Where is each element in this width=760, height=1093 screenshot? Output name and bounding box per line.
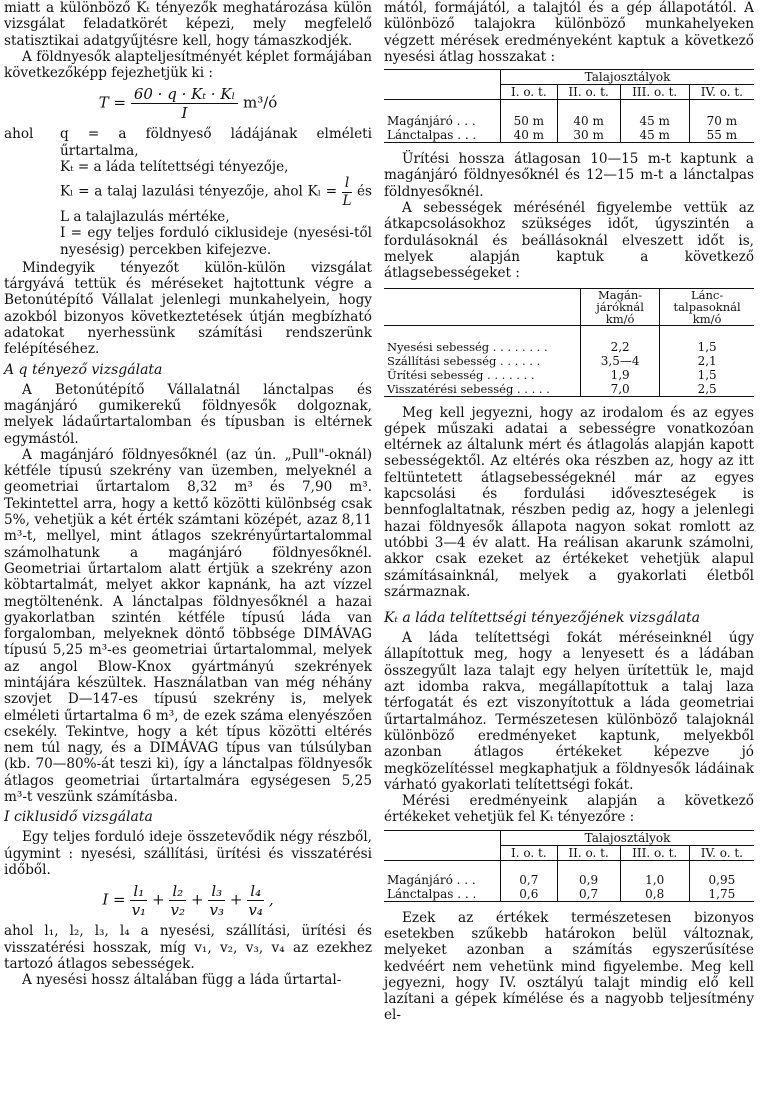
table-row: Lánctalpas . . . 0,6 0,7 0,8 1,75 <box>384 887 754 902</box>
table-row: Lánctalpas . . . 40 m 30 m 45 m 55 m <box>384 128 754 143</box>
left-column <box>4 0 372 988</box>
def-kt: Kₜ = a láda telítettségi tényezője, <box>60 159 289 176</box>
fraction-numerator: l <box>342 175 352 192</box>
table-row: Szállítási sebesség . . . . . . 3,5—4 2,1 <box>384 354 754 368</box>
table-col-header: IV. o. t. <box>689 845 754 860</box>
formula-unit: m³/ó <box>242 93 278 112</box>
fraction: $\frac{\text{l₄}}{\text{v₄}}$ <box>248 882 263 920</box>
table-col-header: Lánc-talpasoknál km/ó <box>660 288 754 325</box>
paragraph: mától, formájától, a talajtól és a gép állapotától. A különböző talajokra különböző munkahelyeken végzett mérések eredményeként kaptuk a következő nyesési átlag hosszakat : <box>384 0 754 65</box>
table-col-header: I. o. t. <box>501 85 558 100</box>
def-i: I = egy teljes forduló ciklusideje (nyesési-től nyesésig) percekben kifejezve. <box>60 225 372 258</box>
table-nyesesi-hossz <box>384 69 754 143</box>
def-label: ahol <box>4 126 34 143</box>
fraction-numerator: 60 · q · Kₜ · Kₗ <box>131 85 238 104</box>
formula-lhs: I = <box>102 890 126 909</box>
paragraph: Mérési eredményeink alapján a következő értékeket vehetjük fel Kₜ tényezőre : <box>384 793 754 826</box>
fraction <box>342 175 352 209</box>
table-atlagsebesseg <box>384 288 754 397</box>
table-col-header: III. o. t. <box>620 845 689 860</box>
table-col-header: Magán-járóknál km/ó <box>581 288 660 325</box>
table-kt <box>384 830 754 902</box>
paragraph: A sebességek mérésénél figyelembe vettük az átkapcsolásokhoz szükséges időt, úgyszintén a fordulásoknál és beállásoknál elveszett időt is, melyek alapján kaptuk a következő átlagsebességeket : <box>384 200 754 282</box>
plus-sign: + <box>229 890 243 909</box>
paragraph: miatt a különböző Kₜ tényezők meghatározása külön vizsgálat feladatkörét képezi, mely megfelelő statisztikai adatgyűjtésre kell, hogy támaszkodjék. <box>4 0 372 49</box>
table-group-header: Talajosztályok <box>501 70 755 85</box>
fraction: $\frac{\text{l₁}}{\text{v₁}}$ <box>131 882 147 920</box>
paragraph: Ezek az értékek természetesen bizonyos esetekben szűkebb határokon belül változnak, melyeket azonban a számítás egyszerűsítése kedvéért nem vehetünk mind figyelembe. Meg kell jegyezni, hogy IV. osztályú talajt mindig elő kell lazítani a gépek kímélése és a nagyobb teljesítmény el- <box>384 909 754 1024</box>
paragraph: ahol l₁, l₂, l₃, l₄ a nyesési, szállítási, ürítési és visszatérési hosszak, míg v₁, v₂, v₃, v₄ az ezekhez tartozó átlagos sebességek. <box>4 923 372 972</box>
paragraph: A láda telítettségi fokát méréseinknél úgy állapítottuk meg, hogy a lenyesett és a ládában összegyűlt laza talajt egy helyen ürítettük le, majd azt idomba rakva, megállapítottuk a talaj laza térfogatát és ezt viszonyítottuk a láda geometriai űrtartalmához. Természetesen különböző talajoknál különböző eredményeket kaptunk, melyekből azonban átlagos értékeket képezve jó megközelítéssel megkaphatjuk a földnyesők ládáinak várható gyakorlati telítettségi fokát. <box>384 630 754 793</box>
fraction <box>131 85 238 122</box>
section-heading: A q tényező vizsgálata <box>4 361 163 378</box>
formula-i <box>4 882 372 919</box>
table-row: Magánjáró . . . 50 m 40 m 45 m 70 m <box>384 114 754 128</box>
def-q: q = a földnyeső ládájának elméleti űrtartalma, <box>60 126 372 159</box>
paragraph: A Betonútépítő Vállalatnál lánctalpas és magánjáró gumikerekű földnyesők dolgoznak, melyek ládaűrtartalomban és típusban is eltérnek egymástól. <box>4 381 372 447</box>
table-col-header: II. o. t. <box>557 85 620 100</box>
table-row: Nyesési sebesség . . . . . . . . 2,2 1,5 <box>384 340 754 354</box>
table-row: Magánjáró . . . 0,7 0,9 1,0 0,95 <box>384 873 754 887</box>
paragraph: A magánjáró földnyesőknél (az ún. „Pull"-oknál) kétféle típusú szekrény van üzemben, melyeknél a geometriai űrtartalom 8,32 m³ és 7,90 m³. Tekintettel arra, hogy a kettő közötti különbség csak 5%, vehetjük a két érték számtani középét, azaz 8,11 m³-t, mellyel, mint átlagos szekrényűrtartalommal számolhatunk a magánjáró földnyesőknél. Geometriai űrtartalom alatt értjük a szekrény azon köbtartalmát, melyet akkor kapnánk, ha azt vízzel megtöltenénk. A lánctalpas földnyesőknél a hazai gyakorlatban szintén kétféle típusú láda van forgalomban, melyeknek döntő többsége DIMÁVAG típusú 5,25 m³-es geometriai űrtartalommal, melyek az angol Blow-Knox gyártmányú szekrények mintájára készültek. Használatban van még néhány szovjet D—147-es típusú szekrény is, melyek elméleti űrtartalma 6 m³, de ezek száma elenyészően csekély. Tekintve, hogy a két típus közötti eltérés nem túl nagy, és a DIMÁVAG típus van túlsúlyban (kb. 70—80%-át teszi ki), így a lánctalpas földnyesők átlagos geometriai űrtartalmára egységesen 5,25 m³-t veszünk számításba. <box>4 446 372 806</box>
definition-list <box>4 126 372 257</box>
formula-t <box>4 85 372 122</box>
fraction: $\frac{\text{l₃}}{\text{v₃}}$ <box>209 882 224 920</box>
section-heading: I ciklusidő vizsgálata <box>4 809 153 826</box>
table-col-header: I. o. t. <box>501 845 558 860</box>
paragraph: Ürítési hossza átlagosan 10—15 m-t kaptunk a magánjáró földnyesőknél és 12—15 m-t a lánctalpas földnyesőknél. <box>384 151 754 200</box>
paragraph: A nyesési hossz általában függ a láda űrtartal- <box>22 972 342 989</box>
section-heading: Kₜ a láda telítettségi tényezőjének vizsgálata <box>384 610 700 627</box>
paragraph: Egy teljes forduló ideje összetevődik négy részből, úgymint : nyesési, szállítási, ürítési és visszatérési időből. <box>4 829 372 878</box>
right-column <box>384 0 754 1024</box>
table-col-header: IV. o. t. <box>689 85 754 100</box>
fraction-denominator: I <box>181 104 188 123</box>
table-group-header: Talajosztályok <box>501 830 755 845</box>
def-kl-text-2: és L a talajlazulás mértéke, <box>60 183 372 225</box>
table-row: Visszatérési sebesség . . . . . 7,0 2,5 <box>384 382 754 397</box>
paragraph: A földnyesők alapteljesítményét képlet formájában következőképp fejezhetjük ki : <box>4 48 372 82</box>
table-row: Ürítési sebesség . . . . . . . 1,9 1,5 <box>384 368 754 382</box>
paragraph: Mindegyik tényezőt külön-külön vizsgálat tárgyává tettük és méréseket hajtottunk végre a Betonútépítő Vállalat jelenlegi munkahelyein, hogy azokból bizonyos következtetések útján megbízható adatokat nyerhessünk számítási rendszerünk felépítéséhez. <box>4 259 372 358</box>
table-col-header: II. o. t. <box>557 845 620 860</box>
plus-sign: + <box>152 890 165 909</box>
table-col-header: III. o. t. <box>620 85 689 100</box>
formula-end: , <box>268 890 274 909</box>
paragraph: Meg kell jegyezni, hogy az irodalom és az egyes gépek műszaki adatai a sebességre vonatkozóan eltérnek az általunk mért és átlagolás alapján kapott sebességektől. Az eltérés oka részben az, hogy az itt feltüntetett átlagsebességeknél már az egyes kapcsolási és fordulási időveszteségek is bennfoglaltatnak, részben pedig az, hogy a jelenlegi hazai földnyesők állapota nagyon sokat romlott az utóbbi 3—4 év alatt. Ha reálisan akarunk számolni, akkor csak ezeket az értékeket vehetjük alapul számításainknál, melyek a gyakorlati életből származnak. <box>384 404 754 600</box>
formula-lhs: T = <box>98 93 127 112</box>
def-kl <box>60 175 372 225</box>
fraction: $\frac{\text{l₂}}{\text{v₂}}$ <box>170 882 186 920</box>
fraction-denominator: L <box>342 192 352 209</box>
def-kl-text: Kₗ = a talaj lazulási tényezője, ahol Kₗ = <box>60 183 338 200</box>
plus-sign: + <box>190 890 204 909</box>
